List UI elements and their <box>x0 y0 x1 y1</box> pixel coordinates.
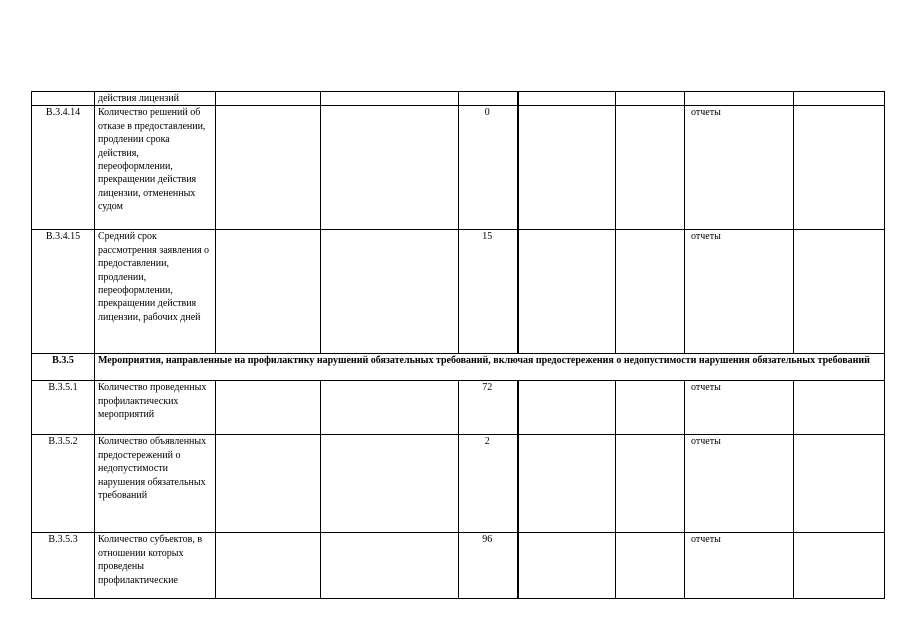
section-title: Мероприятия, направленные на профилактику нарушений обязательных требований, включая предостережения о недопустимости нарушения обязательных требований <box>95 354 885 381</box>
indicator-source: отчеты <box>685 533 794 599</box>
indicator-name: действия лицензий <box>95 92 216 106</box>
indicator-value: 2 <box>459 435 518 533</box>
indicators-table <box>31 91 885 599</box>
indicator-code: В.3.5.2 <box>32 435 95 533</box>
empty-cell <box>321 230 459 354</box>
table-row <box>32 381 885 435</box>
indicator-code: В.3.4.14 <box>32 106 95 230</box>
indicator-code: В.3.5.1 <box>32 381 95 435</box>
indicator-value <box>459 92 518 106</box>
empty-cell <box>616 106 685 230</box>
empty-cell <box>321 106 459 230</box>
section-row <box>32 354 885 381</box>
indicator-name: Количество проведенных профилактических мероприятий <box>95 381 216 435</box>
table-row <box>32 435 885 533</box>
empty-cell <box>518 533 616 599</box>
empty-cell <box>616 381 685 435</box>
empty-cell <box>216 230 321 354</box>
indicator-source <box>685 92 794 106</box>
empty-cell <box>321 92 459 106</box>
indicator-source: отчеты <box>685 230 794 354</box>
empty-cell <box>794 230 885 354</box>
indicator-name: Количество объявленных предостережений о недопустимости нарушения обязательных требований <box>95 435 216 533</box>
table-row <box>32 230 885 354</box>
empty-cell <box>216 92 321 106</box>
empty-cell <box>216 381 321 435</box>
table-row <box>32 92 885 106</box>
empty-cell <box>518 106 616 230</box>
indicator-value: 0 <box>459 106 518 230</box>
indicator-source: отчеты <box>685 106 794 230</box>
indicator-value: 96 <box>459 533 518 599</box>
empty-cell <box>518 381 616 435</box>
indicator-source: отчеты <box>685 435 794 533</box>
section-code: В.3.5 <box>32 354 95 381</box>
empty-cell <box>794 533 885 599</box>
empty-cell <box>321 435 459 533</box>
empty-cell <box>616 435 685 533</box>
indicator-name: Средний срок рассмотрения заявления о предоставлении, продлении, переоформлении, прекращении действия лицензии, рабочих дней <box>95 230 216 354</box>
table-body <box>32 92 885 599</box>
empty-cell <box>794 381 885 435</box>
empty-cell <box>518 230 616 354</box>
empty-cell <box>794 92 885 106</box>
indicator-source: отчеты <box>685 381 794 435</box>
empty-cell <box>216 435 321 533</box>
empty-cell <box>794 435 885 533</box>
indicator-code <box>32 92 95 106</box>
empty-cell <box>794 106 885 230</box>
table-row <box>32 533 885 599</box>
table-row <box>32 106 885 230</box>
empty-cell <box>616 230 685 354</box>
empty-cell <box>216 533 321 599</box>
indicator-value: 15 <box>459 230 518 354</box>
indicator-code: В.3.5.3 <box>32 533 95 599</box>
indicator-name: Количество субъектов, в отношении которых проведены профилактические <box>95 533 216 599</box>
indicator-code: В.3.4.15 <box>32 230 95 354</box>
indicator-name: Количество решений об отказе в предоставлении, продлении срока действия, переоформлении, прекращении действия лицензии, отмененных судом <box>95 106 216 230</box>
empty-cell <box>321 381 459 435</box>
empty-cell <box>518 92 616 106</box>
empty-cell <box>518 435 616 533</box>
empty-cell <box>216 106 321 230</box>
indicator-value: 72 <box>459 381 518 435</box>
empty-cell <box>321 533 459 599</box>
empty-cell <box>616 533 685 599</box>
empty-cell <box>616 92 685 106</box>
